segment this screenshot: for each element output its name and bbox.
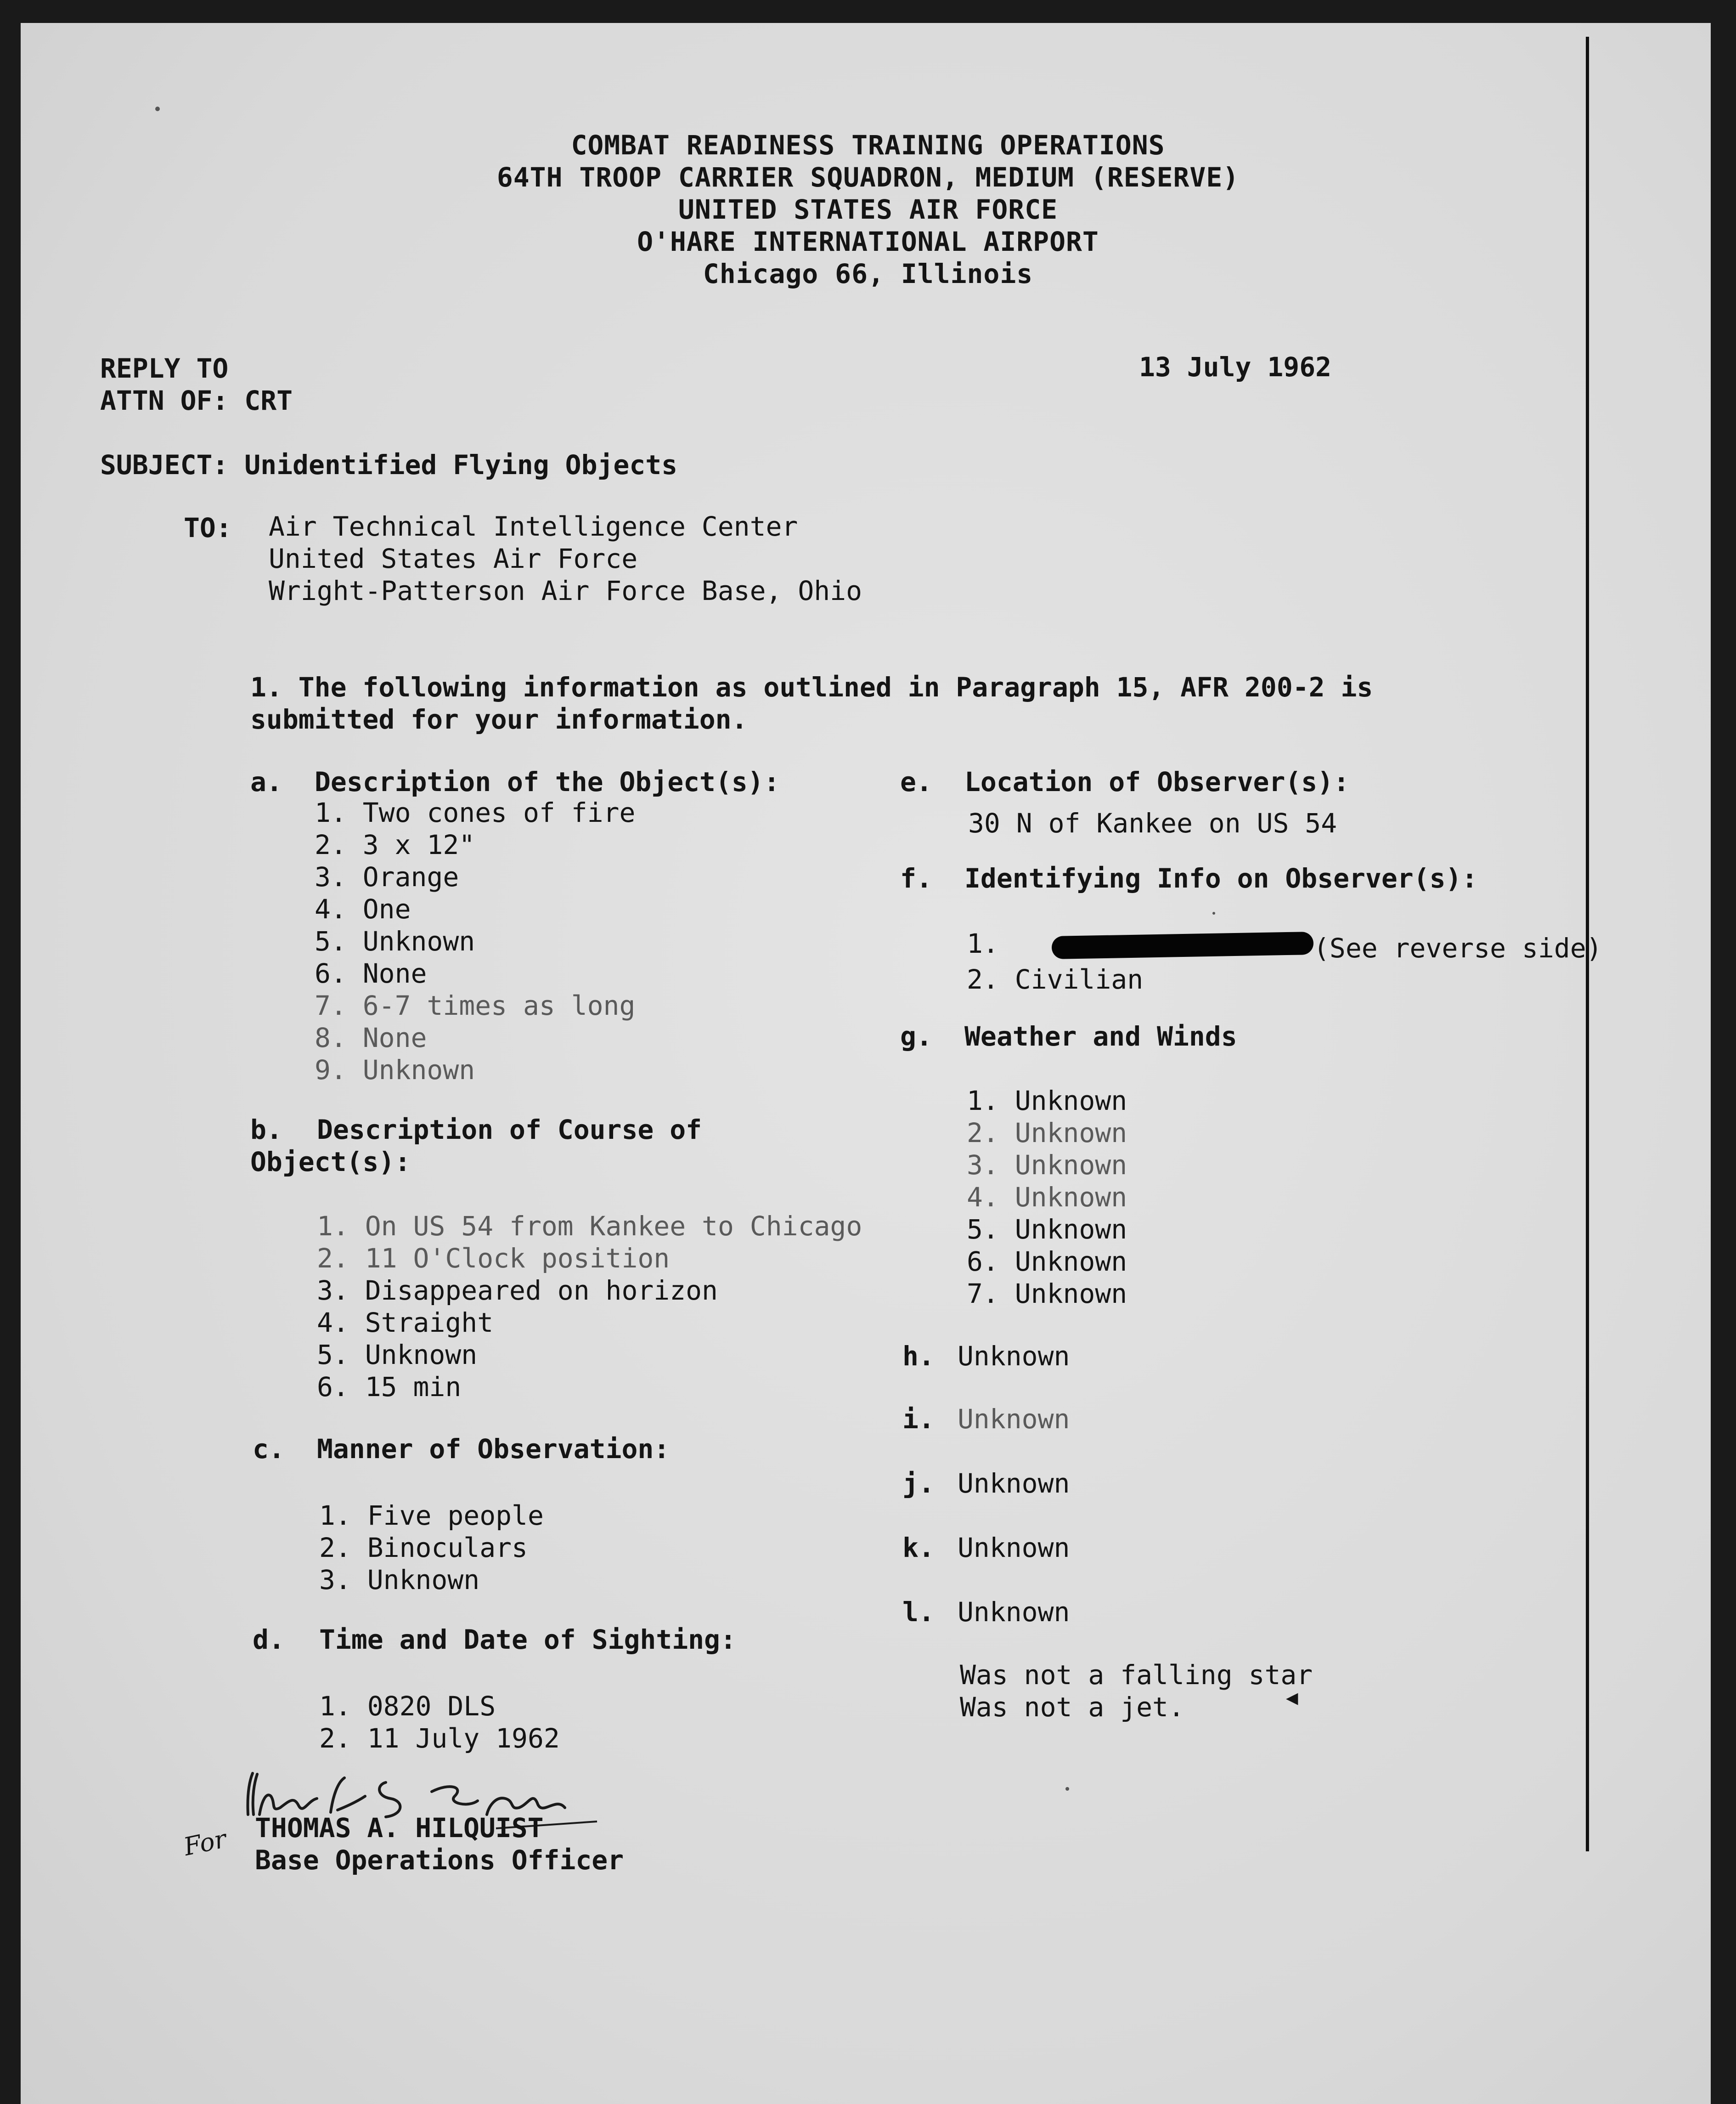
reply-to: REPLY TO [100,353,229,384]
letterhead-line-2: 64TH TROOP CARRIER SQUADRON, MEDIUM (RESERVE) [496,162,1240,193]
sec-d-label: d. [253,1624,285,1655]
remark-line-1: Was not a falling star [960,1659,1313,1691]
signer-name: THOMAS A. HILQUIST [255,1812,544,1844]
letterhead-line-1: COMBAT READINESS TRAINING OPERATIONS [571,130,1165,161]
sec-b-item: 4. Straight [317,1307,494,1338]
to-label: TO: [184,512,232,543]
sec-b-item: 1. On US 54 from Kankee to Chicago [317,1210,862,1242]
dust-speck [1212,912,1215,915]
sec-a-item: 3. Orange [315,861,459,893]
to-line-2: United States Air Force [269,543,638,574]
letterhead-line-3: UNITED STATES AIR FORCE [678,194,1058,225]
sec-f-item-1-note: (See reverse side) [1313,933,1602,964]
attn-of: ATTN OF: CRT [100,385,293,416]
sec-c-label: c. [253,1433,285,1465]
sec-k-value: Unknown [958,1532,1070,1563]
sec-e-value: 30 N of Kankee on US 54 [968,808,1337,839]
sec-a-item: 2. 3 x 12" [315,829,475,860]
sec-b-item: 6. 15 min [317,1371,462,1403]
sec-c-item: 2. Binoculars [319,1532,528,1563]
sec-e-title: Location of Observer(s): [964,766,1350,797]
arrow-mark: ◀ [1286,1686,1298,1709]
signature-for: For [181,1824,229,1861]
sec-l-label: l. [902,1596,935,1628]
signer-title: Base Operations Officer [255,1844,624,1876]
sec-a-item: 5. Unknown [315,926,475,957]
letter-date: 13 July 1962 [1139,351,1332,383]
sec-d-item: 1. 0820 DLS [319,1691,496,1722]
sec-h-value: Unknown [958,1340,1070,1372]
sec-c-item: 3. Unknown [319,1564,480,1595]
subject-line: SUBJECT: Unidentified Flying Objects [100,449,678,481]
sec-h-label: h. [902,1340,935,1372]
sec-b-item: 5. Unknown [317,1339,478,1370]
sec-i-label: i. [902,1403,935,1435]
sec-f-item-2: 2. Civilian [967,964,1144,995]
sec-g-title: Weather and Winds [964,1021,1237,1052]
sec-a-title: Description of the Object(s): [315,766,780,797]
sec-j-label: j. [902,1468,935,1499]
sec-i-value: Unknown [958,1403,1070,1435]
sec-b-title-2: Object(s): [250,1146,411,1177]
remark-line-2: Was not a jet. [960,1691,1184,1723]
dust-speck [1065,1787,1069,1791]
sec-a-item: 1. Two cones of fire [315,797,636,828]
sec-c-title: Manner of Observation: [317,1433,670,1465]
sec-g-item: 6. Unknown [967,1246,1127,1277]
to-line-3: Wright-Patterson Air Force Base, Ohio [269,575,862,606]
sec-b-label: b. [250,1114,282,1145]
to-line-1: Air Technical Intelligence Center [269,511,798,542]
sec-e-label: e. [900,766,932,797]
intro-line-2: submitted for your information. [250,704,748,735]
sec-c-item: 1. Five people [319,1500,544,1531]
sec-a-item: 6. None [315,958,427,989]
sec-b-item: 2. 11 O'Clock position [317,1243,670,1274]
sec-l-value: Unknown [958,1596,1070,1628]
sec-g-item: 4. Unknown [967,1182,1127,1213]
sec-g-item: 3. Unknown [967,1149,1127,1181]
redaction-bar [1052,932,1314,959]
sec-a-item: 7. 6-7 times as long [315,990,636,1021]
sec-g-item: 5. Unknown [967,1214,1127,1245]
sec-d-item: 2. 11 July 1962 [319,1723,560,1754]
sec-g-item: 7. Unknown [967,1278,1127,1309]
sec-g-item: 1. Unknown [967,1085,1127,1116]
sec-k-label: k. [902,1532,935,1563]
dust-speck [155,107,160,111]
sec-d-title: Time and Date of Sighting: [319,1624,736,1655]
sec-g-label: g. [900,1021,932,1052]
sec-g-item: 2. Unknown [967,1117,1127,1148]
sec-f-label: f. [900,863,932,894]
intro-line-1: 1. The following information as outlined in Paragraph 15, AFR 200-2 is [250,672,1373,703]
letterhead-line-5: Chicago 66, Illinois [703,258,1033,289]
sec-a-label: a. [250,766,282,797]
sec-b-title-1: Description of Course of [317,1114,702,1145]
sec-f-title: Identifying Info on Observer(s): [964,863,1478,894]
sec-b-item: 3. Disappeared on horizon [317,1275,718,1306]
sec-j-value: Unknown [958,1468,1070,1499]
letterhead-line-4: O'HARE INTERNATIONAL AIRPORT [637,226,1099,257]
sec-f-item-1-number: 1. [967,928,999,959]
sec-a-item: 8. None [315,1022,427,1053]
sec-a-item: 4. One [315,894,411,925]
sec-a-item: 9. Unknown [315,1054,475,1086]
